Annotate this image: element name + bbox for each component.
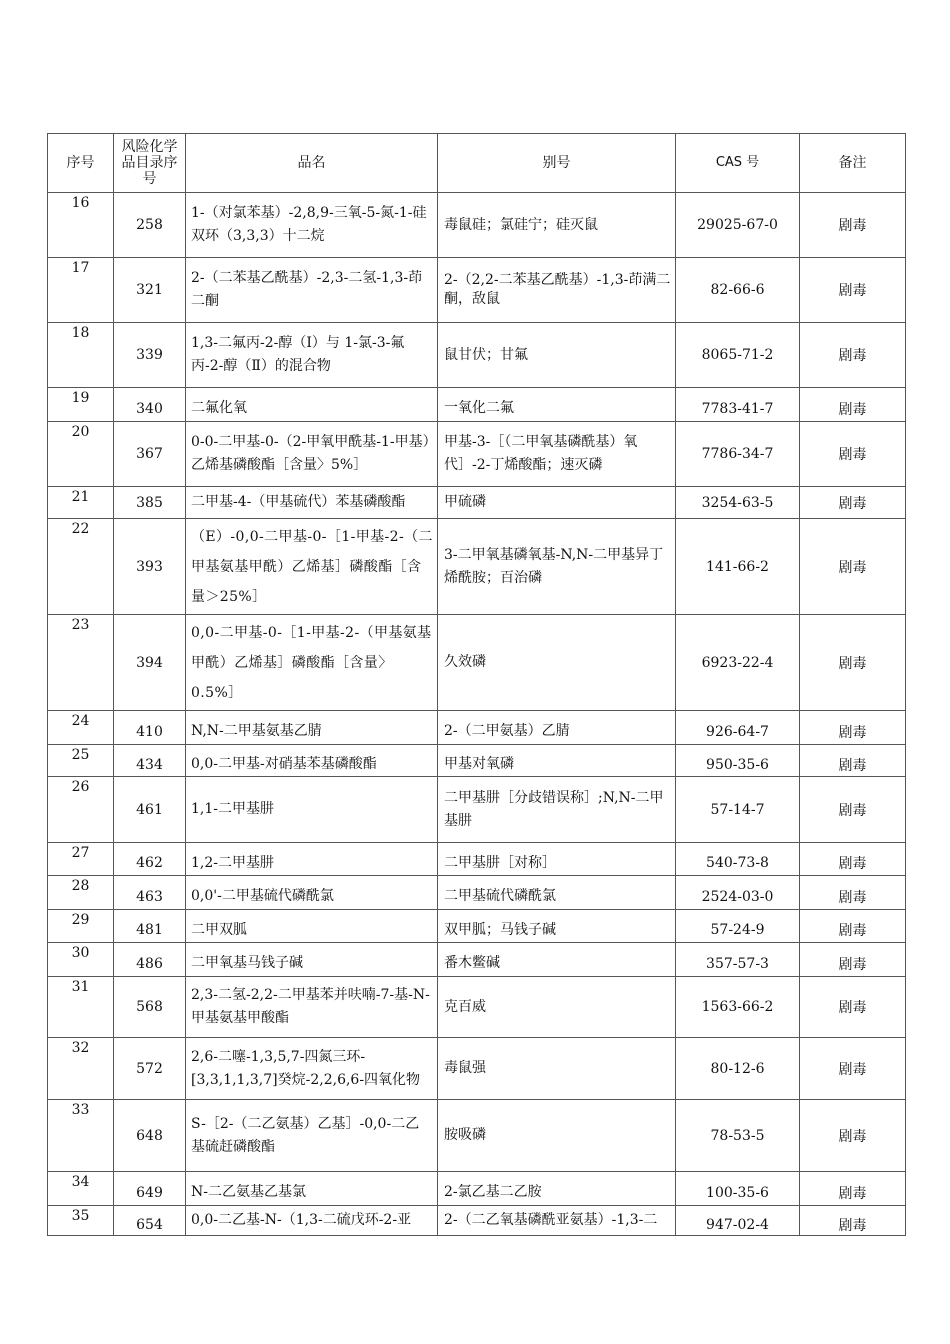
row-no: 35 — [71, 1208, 90, 1224]
row-cas: 2524-03-0 — [701, 888, 774, 905]
row-alias: 甲基-3-［（二甲氧基磷酰基）氧代］-2-丁烯酸酯；速灭磷 — [444, 434, 638, 473]
row-name: 2,6-二噻-1,3,5,7-四氮三环-[3,3,1,1,3,7]癸烷-2,2,6,6-四氧化物 — [191, 1048, 421, 1088]
row-category: 367 — [136, 446, 163, 462]
row-name: N,N-二甲基氨基乙腈 — [191, 723, 322, 739]
row-alias: 2-（二甲氨基）乙腈 — [444, 723, 570, 739]
row-cas: 926-64-7 — [706, 723, 769, 740]
row-cas: 8065-71-2 — [701, 347, 774, 363]
row-category: 568 — [136, 999, 163, 1015]
row-alias: 甲基对氧磷 — [444, 756, 514, 772]
row-alias: 鼠甘伏；甘氟 — [444, 346, 528, 363]
row-no: 24 — [71, 713, 90, 729]
row-note: 剧毒 — [838, 348, 867, 364]
row-note: 剧毒 — [838, 495, 867, 512]
table-row — [48, 777, 906, 843]
row-alias: 2-（2,2-二苯基乙酰基）-1,3-茚满二酮，敌鼠 — [444, 272, 671, 307]
row-cas: 947-02-4 — [706, 1216, 769, 1233]
row-name: 二甲双胍 — [191, 921, 247, 938]
row-cas: 7783-41-7 — [701, 400, 774, 417]
row-category: 461 — [136, 801, 163, 818]
row-cas: 6923-22-4 — [701, 654, 774, 671]
row-no: 21 — [71, 489, 90, 505]
row-note: 剧毒 — [838, 218, 867, 234]
row-no: 34 — [71, 1174, 90, 1190]
row-no: 17 — [71, 260, 90, 276]
row-category: 486 — [136, 955, 163, 972]
row-note: 剧毒 — [838, 1185, 867, 1202]
row-note: 剧毒 — [838, 1217, 867, 1234]
row-category: 462 — [136, 855, 163, 871]
row-note: 剧毒 — [838, 1061, 867, 1078]
table-row — [48, 258, 906, 323]
row-cas: 950-35-6 — [706, 756, 769, 773]
table-row — [48, 1100, 906, 1172]
row-cas: 29025-67-0 — [697, 217, 778, 233]
header-note: 备注 — [800, 134, 906, 193]
table-row — [48, 910, 906, 943]
row-note: 剧毒 — [838, 401, 867, 418]
row-alias: 甲硫磷 — [444, 494, 486, 510]
row-no: 19 — [71, 390, 90, 406]
row-no: 23 — [71, 617, 90, 633]
table-row — [48, 1172, 906, 1206]
row-category: 410 — [136, 723, 163, 740]
row-note: 剧毒 — [838, 1000, 867, 1016]
row-no: 32 — [71, 1040, 90, 1056]
row-cas: 1563-66-2 — [701, 999, 774, 1015]
row-no: 22 — [71, 521, 90, 537]
row-note: 剧毒 — [838, 956, 867, 973]
row-note: 剧毒 — [838, 724, 867, 741]
row-category: 394 — [136, 654, 163, 671]
row-name: 二甲氧基马钱子碱 — [191, 955, 303, 971]
row-alias: 2-（二乙氧基磷酰亚氨基）-1,3-二 — [444, 1212, 658, 1228]
row-no: 18 — [71, 325, 90, 341]
header-cas: CAS 号 — [676, 134, 800, 193]
table-row — [48, 745, 906, 777]
table-row — [48, 323, 906, 388]
row-name: 二甲基-4-（甲基硫代）苯基磷酸酯 — [191, 494, 406, 510]
row-no: 20 — [71, 424, 90, 440]
row-category: 481 — [136, 922, 163, 938]
row-category: 654 — [136, 1216, 163, 1233]
row-name: N-二乙氨基乙基氯 — [191, 1184, 306, 1200]
row-no: 26 — [71, 779, 90, 795]
table-row — [48, 422, 906, 487]
row-alias: 一氧化二氟 — [444, 400, 514, 416]
table-row — [48, 876, 906, 910]
table-row — [48, 1206, 906, 1236]
row-cas: 100-35-6 — [706, 1184, 769, 1201]
row-name: 1-（对氯苯基）-2,8,9-三氧-5-氮-1-硅双环（3,3,3）十二烷 — [191, 205, 427, 244]
row-name: 0-0-二甲基-0-（2-甲氧甲酰基-1-甲基）乙烯基磷酸酯［含量〉5%］ — [191, 434, 430, 473]
row-cas: 7786-34-7 — [701, 446, 774, 462]
header-alias: 别号 — [438, 134, 676, 193]
row-category: 339 — [136, 347, 163, 363]
row-alias: 双甲胍；马钱子碱 — [444, 921, 556, 938]
row-category: 258 — [136, 217, 163, 233]
row-note: 剧毒 — [838, 856, 867, 872]
row-cas: 78-53-5 — [710, 1127, 765, 1144]
row-note: 剧毒 — [838, 1128, 867, 1145]
row-category: 463 — [136, 888, 163, 905]
row-note: 剧毒 — [838, 447, 867, 463]
row-category: 572 — [136, 1060, 163, 1077]
row-name: 2-（二苯基乙酰基）-2,3-二氢-1,3-茚二酮 — [191, 270, 423, 309]
header-name: 品名 — [186, 134, 438, 193]
row-name: 1,3-二氟丙-2-醇（Ⅰ）与 1-氯-3-氟丙-2-醇（Ⅱ）的混合物 — [191, 335, 405, 374]
row-alias: 二甲基肼［对称］ — [444, 854, 556, 871]
row-no: 30 — [71, 945, 90, 961]
table-row — [48, 193, 906, 258]
row-note: 剧毒 — [838, 802, 867, 819]
row-category: 340 — [136, 400, 163, 417]
table-row — [48, 943, 906, 977]
row-alias: 毒鼠硅；氯硅宁；硅灭鼠 — [444, 216, 598, 233]
row-alias: 二甲基硫代磷酰氯 — [444, 888, 556, 904]
table-row — [48, 977, 906, 1038]
table-row — [48, 1038, 906, 1100]
row-note: 剧毒 — [838, 655, 867, 672]
row-name: 二氟化氧 — [191, 400, 247, 416]
row-note: 剧毒 — [838, 889, 867, 906]
table-row — [48, 711, 906, 745]
row-cas: 57-14-7 — [710, 801, 765, 818]
row-alias: 3-二甲氧基磷氧基-N,N-二甲基异丁烯酰胺；百治磷 — [444, 546, 664, 586]
table-row — [48, 843, 906, 876]
table-row — [48, 519, 906, 615]
row-alias: 胺吸磷 — [444, 1127, 486, 1143]
row-no: 33 — [71, 1102, 90, 1118]
row-name: S-［2-（二乙氨基）乙基］-0,0-二乙基硫赶磷酸酯 — [191, 1115, 420, 1155]
row-alias: 毒鼠强 — [444, 1060, 486, 1076]
row-note: 剧毒 — [838, 283, 867, 299]
row-name: （E）-0,0-二甲基-0-［1-甲基-2-（二甲基氨基甲酰）乙烯基］磷酸酯［含量＞25%］ — [191, 528, 433, 605]
row-alias: 克百威 — [444, 998, 486, 1015]
row-note: 剧毒 — [838, 757, 867, 774]
row-no: 29 — [71, 912, 90, 928]
row-category: 434 — [136, 756, 163, 773]
row-no: 31 — [71, 979, 90, 995]
row-no: 16 — [71, 195, 90, 211]
row-alias: 2-氯乙基二乙胺 — [444, 1184, 542, 1200]
row-name: 1,2-二甲基肼 — [191, 854, 274, 871]
row-cas: 3254-63-5 — [701, 494, 774, 511]
row-name: 0,0-二乙基-N-（1,3-二硫戊环-2-亚 — [191, 1212, 412, 1228]
row-name: 0,0'-二甲基硫代磷酰氯 — [191, 888, 334, 904]
chemical-table — [47, 133, 906, 1236]
row-cas: 540-73-8 — [706, 855, 769, 871]
row-name: 1,1-二甲基肼 — [191, 801, 274, 817]
row-note: 剧毒 — [838, 559, 867, 576]
row-alias: 二甲基肼［分歧错误称］;N,N-二甲基肼 — [444, 789, 664, 829]
row-name: 0,0-二甲基-0-［1-甲基-2-（甲基氨基甲酰）乙烯基］磷酸酯［含量〉0.5%］ — [191, 624, 432, 701]
row-name: 2,3-二氢-2,2-二甲基苯并呋喃-7-基-N-甲基氨基甲酸酯 — [191, 987, 430, 1026]
row-category: 648 — [136, 1127, 163, 1144]
row-cas: 80-12-6 — [710, 1060, 765, 1077]
row-note: 剧毒 — [838, 923, 867, 939]
row-category: 385 — [136, 494, 163, 511]
row-no: 27 — [71, 845, 90, 861]
row-category: 321 — [136, 282, 163, 298]
row-category: 393 — [136, 558, 163, 575]
row-no: 28 — [71, 878, 90, 894]
row-cas: 82-66-6 — [710, 282, 765, 298]
table-row — [48, 487, 906, 519]
row-alias: 番木鳖碱 — [444, 955, 500, 971]
table-row — [48, 388, 906, 422]
header-category: 风险化学品目录序号 — [114, 134, 186, 193]
row-no: 25 — [71, 747, 90, 763]
table-header-row — [48, 134, 906, 193]
row-cas: 357-57-3 — [706, 955, 769, 972]
header-no: 序号 — [48, 134, 114, 193]
row-cas: 57-24-9 — [710, 922, 765, 938]
row-name: 0,0-二甲基-对硝基苯基磷酸酯 — [191, 756, 377, 772]
table-row — [48, 615, 906, 711]
row-alias: 久效磷 — [444, 654, 486, 670]
row-category: 649 — [136, 1184, 163, 1201]
row-cas: 141-66-2 — [706, 558, 769, 575]
